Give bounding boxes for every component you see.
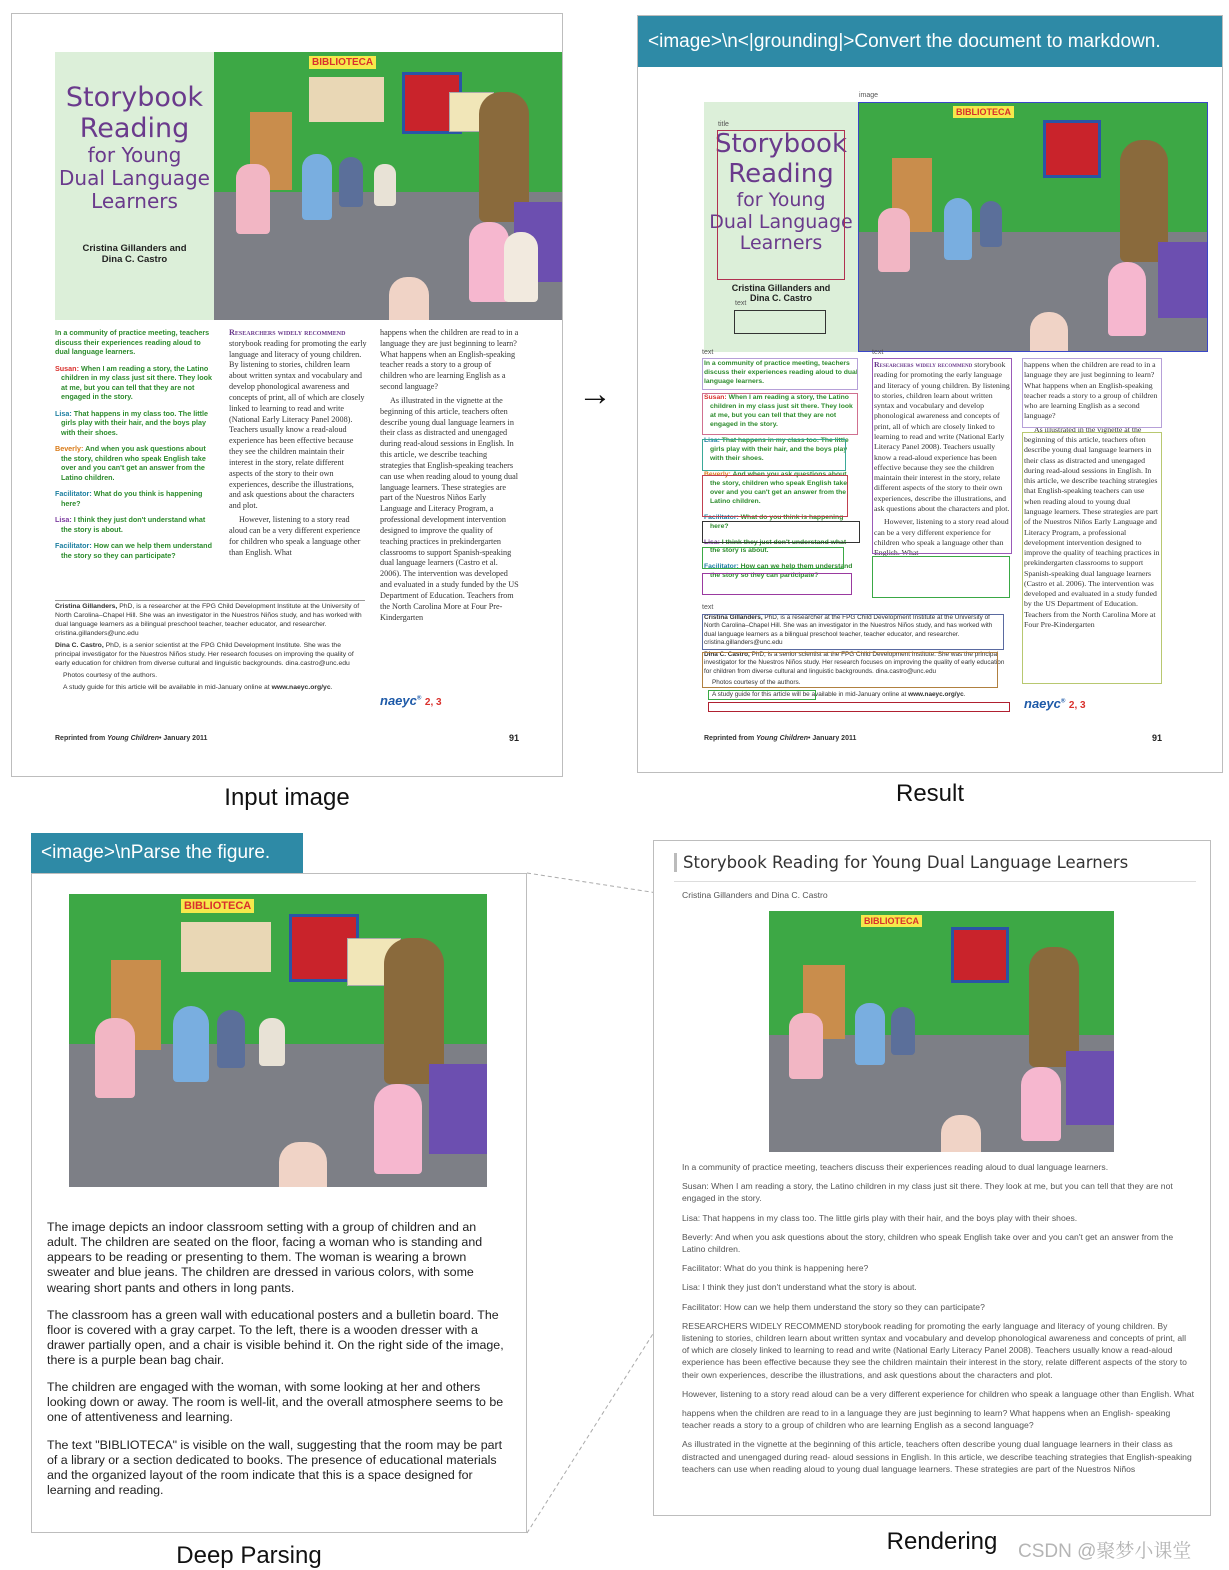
title-line: Learners bbox=[739, 232, 823, 255]
speaker-label: Susan: bbox=[55, 363, 79, 373]
footer-date: • January 2011 bbox=[158, 735, 208, 742]
title-line: Learners bbox=[91, 189, 178, 214]
biblioteca-sign: BIBLIOTECA bbox=[861, 915, 922, 927]
page-number: 91 bbox=[509, 733, 520, 743]
title-line: for Young bbox=[736, 188, 826, 211]
section-lead: Researchers widely recommend bbox=[229, 328, 346, 337]
intro-text: In a community of practice meeting, teachers discuss their experiences reading aloud to dual language learners. bbox=[704, 360, 858, 385]
speaker-label: Facilitator: bbox=[704, 563, 739, 571]
bio-text: PhD, is a researcher at the FPG Child Development Institute at the University of North Carolina–Chapel Hill. She was an investigator in the Nuestros Niños study, and has worked with dual language learners as a bilingual preschool teacher, teacher educator, and researcher. cristina.gillanders@unc.edu bbox=[55, 603, 362, 637]
speaker-label: Facilitator: bbox=[55, 541, 92, 550]
render-paragraph: In a community of practice meeting, teachers discuss their experiences reading aloud to dual language learners. bbox=[682, 1162, 1109, 1172]
footer-pre: Reprinted from bbox=[704, 735, 755, 742]
child bbox=[855, 1003, 885, 1065]
title-line: Reading bbox=[728, 158, 834, 189]
deep-parsing-prompt: <image>\nParse the figure. bbox=[31, 833, 303, 873]
description-paragraph: The text "BIBLIOTECA" is visible on the wall, suggesting that the room may be part of a library or a section dedicated to books. The presence of educational materials and the organized layout of the room indicate that this is a space designed for learning and reading. bbox=[47, 1437, 503, 1497]
render-paragraph: Facilitator: What do you think is happening here? bbox=[682, 1263, 869, 1274]
photos-credit: Photos courtesy of the authors. bbox=[712, 679, 801, 687]
tag-label: text bbox=[702, 349, 714, 356]
biblioteca-sign: BIBLIOTECA bbox=[953, 106, 1014, 118]
bio-text: PhD, is a researcher at the FPG Child Development Institute at the University of North Carolina–Chapel Hill. She was an investigator in the Nuestros Niños study, and has worked with dual language learners as a bilingual preschool teacher, teacher educator, and researcher. cristina.gillanders@unc.edu bbox=[704, 614, 993, 647]
study-guide: A study guide for this article will be available in mid-January online at bbox=[63, 683, 270, 691]
dialogue-line: And when you ask questions about the story, children who speak English take over and you can't get an answer from the Latino children. bbox=[61, 444, 206, 482]
rendered-photo bbox=[769, 911, 1114, 1152]
caption-deep-parsing: Deep Parsing bbox=[176, 1542, 322, 1569]
col2-para-2: However, listening to a story read aloud can be a very different experience for children who speak a language other than English. What bbox=[874, 517, 1009, 558]
description-paragraph: The classroom has a green wall with educational posters and a bulletin board. The floor is covered with a gray carpet. To the left, there is a wooden dresser with a drawer partially open, and a chair is visible behind it. On the right side of the image, there is a purple bean bag chair. bbox=[47, 1307, 504, 1367]
speaker-label: Lisa: bbox=[704, 538, 720, 546]
dialogue-line: How can we help them understand the story so they can participate? bbox=[61, 541, 212, 560]
render-divider bbox=[674, 881, 1196, 882]
render-paragraph: Lisa: That happens in my class too. The little girls play with their hair, and the boys play with their shoes. bbox=[682, 1212, 1078, 1223]
render-paragraph: Beverly: And when you ask questions about the story, children who speak English take over and you can't get an answer from the Latino children. bbox=[682, 1231, 1174, 1255]
render-paragraph: Lisa: I think they just don't understand what the story is about. bbox=[682, 1282, 917, 1293]
footer-journal: Young Children bbox=[107, 735, 159, 742]
logo-mark: ® bbox=[416, 695, 422, 702]
col2-para-2: However, listening to a story read aloud can be a very different experience for children who speak a language other than English. What bbox=[229, 515, 361, 557]
caption-input: Input image bbox=[224, 784, 350, 811]
footer-journal: Young Children bbox=[756, 735, 808, 742]
speaker-label: Lisa: bbox=[55, 408, 72, 418]
render-title: Storybook Reading for Young Dual Language Learners bbox=[683, 853, 1129, 872]
title-line: Dual Language bbox=[709, 210, 853, 233]
study-guide-end: . bbox=[330, 683, 333, 691]
dialogue-line: What do you think is happening here? bbox=[710, 513, 844, 530]
result-prompt: <image>\n<|grounding|>Convert the document to markdown. bbox=[638, 16, 1223, 67]
study-guide: A study guide for this article will be available in mid-January online at bbox=[712, 690, 907, 698]
description-paragraph: The image depicts an indoor classroom setting with a group of children and an adult. The children are seated on the floor, facing a woman who is standing and appears to be reading or presenting to them. The woman is wearing a brown sweater and blue jeans. The children are dressed in various colors, with some wearing short pants and others in long pants. bbox=[47, 1220, 483, 1295]
col2-text: storybook reading for promoting the early language and literacy of young children. By listening to stories, children learn about written syntax and vocabulary and develop phonological awareness and concepts of print, all of which are closely linked to learning to read and write (National Early Literacy Panel 2008). Teachers usually know a read-aloud experience has been effective because they see the children maintain their interest in the story, relate different aspects of the story to their own experiences, describe the illustrations, and ask questions about the characters and plot. bbox=[874, 360, 1010, 513]
col3-para-1: happens when the children are read to in a language they are just beginning to learn? What happens when an English-speaking teacher reads a story to a group of children who are learning English as a second language? bbox=[1024, 360, 1158, 421]
section-lead: Researchers widely recommend bbox=[874, 360, 973, 369]
dialogue-line: That happens in my class too. The little girls play with their hair, and the boys play with their shoes. bbox=[710, 436, 849, 462]
dialogue-line: When I am reading a story, the Latino children in my class just sit there. They look at me, but you can tell that they are not engaged in the story. bbox=[710, 393, 853, 428]
render-paragraph: happens when the children are read to in a language they are just beginning to learn? What happens when an English- speaking teacher reads a story to a group of children who are learning English as a second language? bbox=[682, 1408, 1171, 1431]
render-authors: Cristina Gillanders and Dina C. Castro bbox=[682, 890, 828, 900]
speaker-label: Facilitator: bbox=[55, 489, 92, 498]
tag-label: title bbox=[718, 121, 729, 128]
title-line: Reading bbox=[79, 113, 190, 145]
speaker-label: Lisa: bbox=[55, 515, 72, 524]
tag-label: image bbox=[859, 92, 879, 99]
logo-text: naeyc bbox=[1024, 696, 1061, 711]
bio-name: Dina C. Castro, bbox=[704, 650, 750, 658]
render-body bbox=[682, 1161, 1194, 1482]
footer-date: • January 2011 bbox=[807, 735, 857, 742]
bean-bag bbox=[1066, 1051, 1114, 1125]
watermark: CSDN @聚梦小课堂 bbox=[1018, 1541, 1192, 1562]
study-guide-link[interactable]: www.naeyc.org/yc bbox=[908, 690, 964, 698]
speaker-label: Lisa: bbox=[704, 436, 720, 444]
speaker-label: Facilitator: bbox=[704, 513, 739, 521]
biblioteca-sign: BIBLIOTECA bbox=[181, 899, 254, 913]
render-paragraph: Facilitator: How can we help them understand the story so they can participate? bbox=[682, 1301, 985, 1312]
render-paragraph: Susan: When I am reading a story, the Latino children in my class just sit there. They look at me, but you can tell that they are not engaged in the story. bbox=[682, 1181, 1173, 1204]
biblioteca-sign: BIBLIOTECA bbox=[309, 56, 376, 69]
page-number: 91 bbox=[1152, 733, 1163, 743]
dialogue-line: How can we help them understand the story so they can participate? bbox=[710, 563, 853, 580]
render-paragraph: RESEARCHERS WIDELY RECOMMEND storybook reading for promoting the early language and literacy of young children. By listening to stories, children learn about written syntax and vocabulary and develop phonological awareness and concepts of print, all of which are closely linked to learning to read and write (National Early Literacy Panel 2008). Teachers usually know a read-aloud experience has been effective because they see the children maintain their interest in the story, relate different aspects of the story to their own experiences, describe the illustrations, and ask questions about the characters and plot. bbox=[682, 1320, 1187, 1380]
description-paragraph: The children are engaged with the woman, with some looking at her and others looking down or away. The room is well-lit, and the overall atmosphere seems to be one of attentiveness and learning. bbox=[47, 1380, 504, 1425]
bio-text: PhD, is a senior scientist at the FPG Child Development Institute. She was the principal investigator for the Nuestros Niños study. Her research focuses on improving the quality of early education for children from diverse cultural and linguistic backgrounds. dina.castro@unc.edu bbox=[704, 650, 1005, 675]
col3-para-1: happens when the children are read to in a language they are just beginning to learn? What happens when an English-speaking teacher reads a story to a group of children who are learning English as a second language? bbox=[380, 328, 519, 392]
bio-name: Dina C. Castro, bbox=[55, 641, 104, 649]
child bbox=[789, 1013, 823, 1079]
col2-text: storybook reading for promoting the early language and literacy of young children. By listening to stories, children learn about written syntax and vocabulary and develop phonological awareness and concepts of print, all of which are closely linked to learning to read and write (National Early Literacy Panel 2008). Teachers usually know a read-aloud experience has been effective because they see the children maintain their interest in the story, relate different aspects of the story to their own experiences, describe the illustrations, and ask questions about the characters and plot. bbox=[229, 338, 367, 511]
caption-result: Result bbox=[895, 780, 965, 807]
render-paragraph: However, listening to a story read aloud can be a very different experience for children who speak a language other than English. What bbox=[682, 1388, 1194, 1399]
bulletin-board bbox=[951, 927, 1009, 983]
title-line: Storybook bbox=[65, 82, 204, 113]
logo-nums: 2, 3 bbox=[1068, 700, 1086, 711]
arrow-icon: → bbox=[578, 375, 612, 413]
speaker-label: Susan: bbox=[704, 393, 727, 401]
child bbox=[941, 1115, 981, 1152]
dialogue-line: I think they just don't understand what the story is about. bbox=[710, 538, 847, 555]
caption-rendering: Rendering bbox=[886, 1528, 998, 1555]
dialogue-line: And when you ask questions about the story, children who speak English take over and you can't get an answer from the Latino children. bbox=[710, 470, 847, 505]
authors: Cristina Gillanders and Dina C. Castro bbox=[82, 243, 187, 266]
title-line: Dual Language bbox=[59, 166, 210, 191]
child bbox=[891, 1007, 915, 1055]
render-paragraph: As illustrated in the vignette at the beginning of this article, teachers often describe young dual language learners in their class as distracted and unengaged during read- aloud sessions in English. In this article, we describe teaching strategies that English-speaking teachers can use when reading aloud to young dual language learners. These strategies are part of the Nuestros Niños bbox=[682, 1439, 1192, 1474]
render-title-bar bbox=[674, 853, 1194, 872]
dialogue-line: When I am reading a story, the Latino children in my class just sit there. They look at me, but you can tell that they are not engaged in the story. bbox=[61, 363, 212, 401]
title-line: Storybook bbox=[714, 129, 848, 159]
logo-mark: ® bbox=[1060, 698, 1066, 705]
study-guide-end: . bbox=[963, 690, 966, 698]
intro-text: In a community of practice meeting, teachers discuss their experiences reading aloud to dual language learners. bbox=[55, 328, 210, 356]
logo-nums: 2, 3 bbox=[424, 697, 442, 708]
study-guide-link[interactable]: www.naeyc.org/yc bbox=[271, 683, 331, 691]
rendering-panel bbox=[653, 840, 1211, 1516]
bio-name: Cristina Gillanders, bbox=[55, 603, 118, 610]
logo-text: naeyc bbox=[380, 693, 417, 708]
tag-label: text bbox=[872, 349, 884, 356]
title-line: for Young bbox=[87, 143, 182, 168]
dialogue-line: That happens in my class too. The little girls play with their hair, and the boys play with their shoes. bbox=[61, 408, 208, 437]
photos-credit: Photos courtesy of the authors. bbox=[63, 671, 158, 679]
col3-para-2: As illustrated in the vignette at the beginning of this article, teachers often describe young dual language learners in their class as distracted and unengaged during read-aloud sessions in English. In this article, we describe teaching strategies that English-speaking teachers can use when reading aloud to young dual language learners. These strategies are part of the Nuestros Niños Early Language and Literacy Program, a professional development intervention designed to improve the quality of teaching practices in prekindergarten classrooms to support Spanish-speaking dual language learners (Castro et al. 2006). The intervention was developed and evaluated in a study funded by the US Department of Education. Teachers from the North Carolina More at Four Pre-Kindergarten bbox=[380, 395, 519, 622]
child bbox=[1021, 1067, 1061, 1141]
speaker-label: Beverly: bbox=[55, 444, 84, 453]
speaker-label: Beverly: bbox=[704, 470, 731, 478]
tag-label: text bbox=[735, 300, 747, 307]
bio-text: PhD, is a senior scientist at the FPG Child Development Institute. She was the principal investigator for the Nuestros Niños study. Her research focuses on improving the quality of early education for children from diverse cultural and linguistic backgrounds. dina.castro@unc.edu bbox=[55, 641, 354, 667]
bio-name: Cristina Gillanders, bbox=[704, 614, 763, 621]
dialogue-line: I think they just don't understand what the story is about. bbox=[61, 515, 206, 534]
authors: Cristina Gillanders and Dina C. Castro bbox=[731, 283, 831, 304]
teacher bbox=[1029, 947, 1079, 1067]
tag-label: text bbox=[702, 604, 714, 611]
dialogue-line: What do you think is happening here? bbox=[61, 489, 203, 508]
footer-pre: Reprinted from bbox=[55, 735, 106, 742]
col3-para-2: As illustrated in the vignette at the beginning of this article, teachers often describe young dual language learners in their class as distracted and unengaged during read-aloud sessions in English. In this article, we describe teaching strategies that English-speaking teachers can use when reading aloud to young dual language learners. These strategies are part of the Nuestros Niños Early Language and Literacy Program, a professional development intervention designed to improve the quality of teaching practices in prekindergarten classrooms to support Spanish-speaking dual language learners (Castro et al. 2006). The intervention was developed and evaluated in a study funded by the US Department of Education. Teachers from the North Carolina More at Four Pre-Kindergarten bbox=[1024, 424, 1160, 630]
